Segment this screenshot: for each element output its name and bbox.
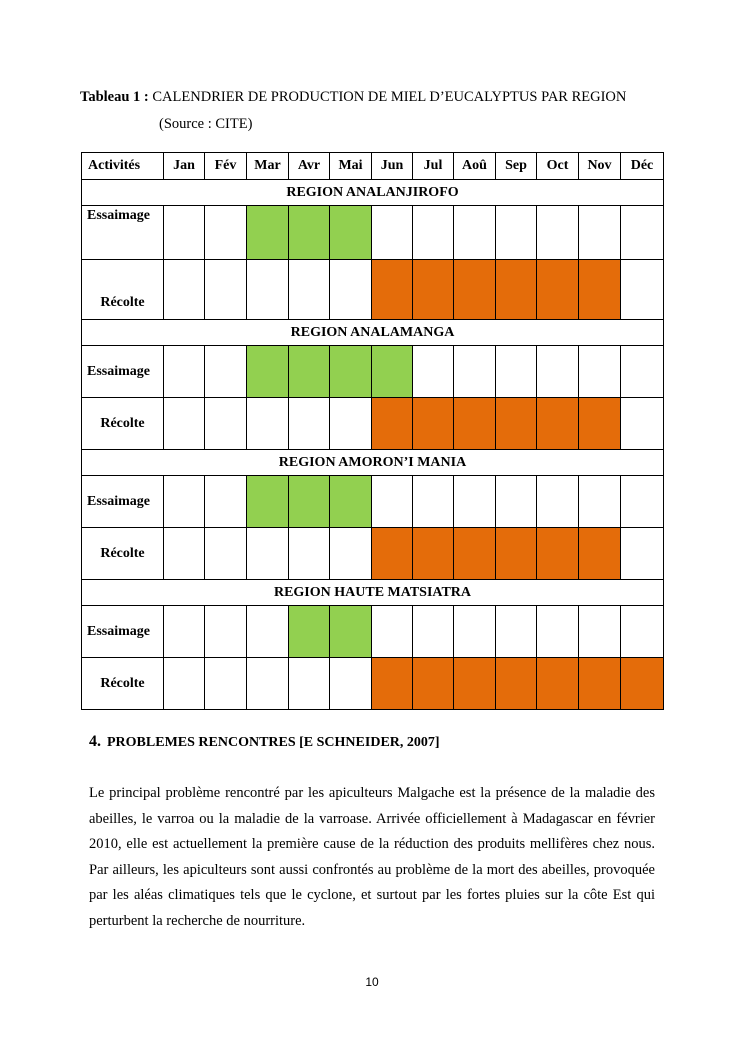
recolte-period-cell: [372, 528, 413, 580]
empty-month-cell: [330, 658, 372, 710]
recolte-period-cell: [621, 658, 664, 710]
activity-row: [82, 206, 664, 260]
table-caption: [80, 89, 626, 106]
recolte-period-cell: [372, 658, 413, 710]
activity-label-essaimage: Essaimage: [82, 206, 164, 260]
calendar-body: [82, 180, 664, 710]
empty-month-cell: [247, 260, 289, 320]
essaimage-period-cell: [289, 606, 330, 658]
empty-month-cell: [289, 398, 330, 450]
empty-month-cell: [330, 260, 372, 320]
header-jul: Jul: [413, 153, 454, 180]
essaimage-period-cell: [372, 346, 413, 398]
empty-month-cell: [413, 206, 454, 260]
activity-row: [82, 260, 664, 320]
caption-title: CALENDRIER DE PRODUCTION DE MIEL D’EUCALYPTUS PAR REGION: [152, 89, 627, 105]
empty-month-cell: [164, 528, 205, 580]
section-title: PROBLEMES RENCONTRES [E SCHNEIDER, 2007]: [107, 735, 440, 750]
empty-month-cell: [164, 260, 205, 320]
section-heading: [89, 733, 440, 751]
recolte-period-cell: [579, 528, 621, 580]
empty-month-cell: [621, 260, 664, 320]
empty-month-cell: [454, 346, 496, 398]
empty-month-cell: [247, 606, 289, 658]
caption-label: Tableau 1 :: [80, 89, 149, 105]
activity-row: [82, 658, 664, 710]
empty-month-cell: [579, 206, 621, 260]
header-mai: Mai: [330, 153, 372, 180]
header-activites: Activités: [82, 153, 164, 180]
empty-month-cell: [621, 606, 664, 658]
recolte-period-cell: [413, 528, 454, 580]
activity-label-essaimage: Essaimage: [82, 346, 164, 398]
empty-month-cell: [164, 658, 205, 710]
empty-month-cell: [413, 476, 454, 528]
empty-month-cell: [372, 606, 413, 658]
empty-month-cell: [247, 528, 289, 580]
activity-label-recolte: Récolte: [82, 658, 164, 710]
activity-row: [82, 528, 664, 580]
recolte-period-cell: [579, 398, 621, 450]
region-row: [82, 180, 664, 206]
empty-month-cell: [205, 260, 247, 320]
table-header-row: [82, 153, 664, 180]
essaimage-period-cell: [289, 346, 330, 398]
empty-month-cell: [454, 606, 496, 658]
recolte-period-cell: [454, 658, 496, 710]
empty-month-cell: [205, 528, 247, 580]
recolte-period-cell: [413, 398, 454, 450]
empty-month-cell: [537, 206, 579, 260]
essaimage-period-cell: [330, 606, 372, 658]
header-mar: Mar: [247, 153, 289, 180]
empty-month-cell: [372, 476, 413, 528]
empty-month-cell: [621, 528, 664, 580]
empty-month-cell: [621, 398, 664, 450]
region-name: REGION ANALAMANGA: [82, 320, 664, 346]
page-number: 10: [365, 975, 379, 989]
header-sep: Sep: [496, 153, 537, 180]
empty-month-cell: [205, 658, 247, 710]
header-jan: Jan: [164, 153, 205, 180]
essaimage-period-cell: [330, 206, 372, 260]
empty-month-cell: [621, 346, 664, 398]
empty-month-cell: [205, 606, 247, 658]
empty-month-cell: [579, 346, 621, 398]
empty-month-cell: [289, 658, 330, 710]
region-name: REGION AMORON’I MANIA: [82, 450, 664, 476]
activity-row: [82, 346, 664, 398]
empty-month-cell: [537, 476, 579, 528]
essaimage-period-cell: [247, 206, 289, 260]
empty-month-cell: [496, 476, 537, 528]
header-oct: Oct: [537, 153, 579, 180]
essaimage-period-cell: [289, 206, 330, 260]
recolte-period-cell: [454, 260, 496, 320]
region-row: [82, 450, 664, 476]
empty-month-cell: [621, 476, 664, 528]
empty-month-cell: [496, 346, 537, 398]
empty-month-cell: [621, 206, 664, 260]
recolte-period-cell: [496, 398, 537, 450]
body-paragraph: Le principal problème rencontré par les apiculteurs Malgache est la présence de la maladie des abeilles, le varroa ou la maladie de la varroase. Arrivée officiellement à Madagascar en février 2010, elle est actuellement la première cause de la réduction des produits mellifères chez nous. Par ailleurs, les apiculteurs sont aussi confrontés au problème de la mort des abeilles, provoquée par les aléas climatiques tels que le cyclone, et surtout par les fortes pluies sur la côte Est qui perturbent la recherche de nourriture.: [89, 785, 655, 929]
activity-label-recolte: Récolte: [82, 528, 164, 580]
empty-month-cell: [413, 606, 454, 658]
activity-row: [82, 606, 664, 658]
recolte-period-cell: [579, 658, 621, 710]
empty-month-cell: [330, 398, 372, 450]
empty-month-cell: [372, 206, 413, 260]
header-jun: Jun: [372, 153, 413, 180]
empty-month-cell: [164, 206, 205, 260]
recolte-period-cell: [413, 260, 454, 320]
empty-month-cell: [205, 476, 247, 528]
empty-month-cell: [579, 606, 621, 658]
essaimage-period-cell: [330, 346, 372, 398]
empty-month-cell: [205, 206, 247, 260]
empty-month-cell: [496, 206, 537, 260]
recolte-period-cell: [372, 398, 413, 450]
section-number: 4.: [89, 733, 101, 750]
empty-month-cell: [164, 476, 205, 528]
empty-month-cell: [164, 398, 205, 450]
recolte-period-cell: [413, 658, 454, 710]
empty-month-cell: [537, 346, 579, 398]
recolte-period-cell: [454, 398, 496, 450]
header-fev: Fév: [205, 153, 247, 180]
activity-label-recolte: Récolte: [82, 398, 164, 450]
empty-month-cell: [454, 476, 496, 528]
empty-month-cell: [413, 346, 454, 398]
activity-label-essaimage: Essaimage: [82, 476, 164, 528]
table-source: (Source : CITE): [159, 116, 253, 132]
recolte-period-cell: [496, 658, 537, 710]
recolte-period-cell: [579, 260, 621, 320]
recolte-period-cell: [537, 398, 579, 450]
essaimage-period-cell: [330, 476, 372, 528]
empty-month-cell: [289, 260, 330, 320]
empty-month-cell: [205, 398, 247, 450]
recolte-period-cell: [537, 658, 579, 710]
empty-month-cell: [289, 528, 330, 580]
production-calendar-table: [81, 152, 664, 710]
essaimage-period-cell: [247, 476, 289, 528]
empty-month-cell: [330, 528, 372, 580]
region-name: REGION HAUTE MATSIATRA: [82, 580, 664, 606]
empty-month-cell: [247, 658, 289, 710]
empty-month-cell: [247, 398, 289, 450]
header-aou: Aoû: [454, 153, 496, 180]
empty-month-cell: [496, 606, 537, 658]
empty-month-cell: [537, 606, 579, 658]
empty-month-cell: [164, 346, 205, 398]
empty-month-cell: [454, 206, 496, 260]
recolte-period-cell: [496, 528, 537, 580]
region-name: REGION ANALANJIROFO: [82, 180, 664, 206]
recolte-period-cell: [537, 260, 579, 320]
header-nov: Nov: [579, 153, 621, 180]
header-dec: Déc: [621, 153, 664, 180]
region-row: [82, 580, 664, 606]
essaimage-period-cell: [289, 476, 330, 528]
activity-label-essaimage: Essaimage: [82, 606, 164, 658]
empty-month-cell: [205, 346, 247, 398]
activity-row: [82, 398, 664, 450]
empty-month-cell: [164, 606, 205, 658]
region-row: [82, 320, 664, 346]
activity-row: [82, 476, 664, 528]
recolte-period-cell: [372, 260, 413, 320]
recolte-period-cell: [537, 528, 579, 580]
recolte-period-cell: [454, 528, 496, 580]
empty-month-cell: [579, 476, 621, 528]
essaimage-period-cell: [247, 346, 289, 398]
header-avr: Avr: [289, 153, 330, 180]
activity-label-recolte: Récolte: [82, 260, 164, 320]
recolte-period-cell: [496, 260, 537, 320]
